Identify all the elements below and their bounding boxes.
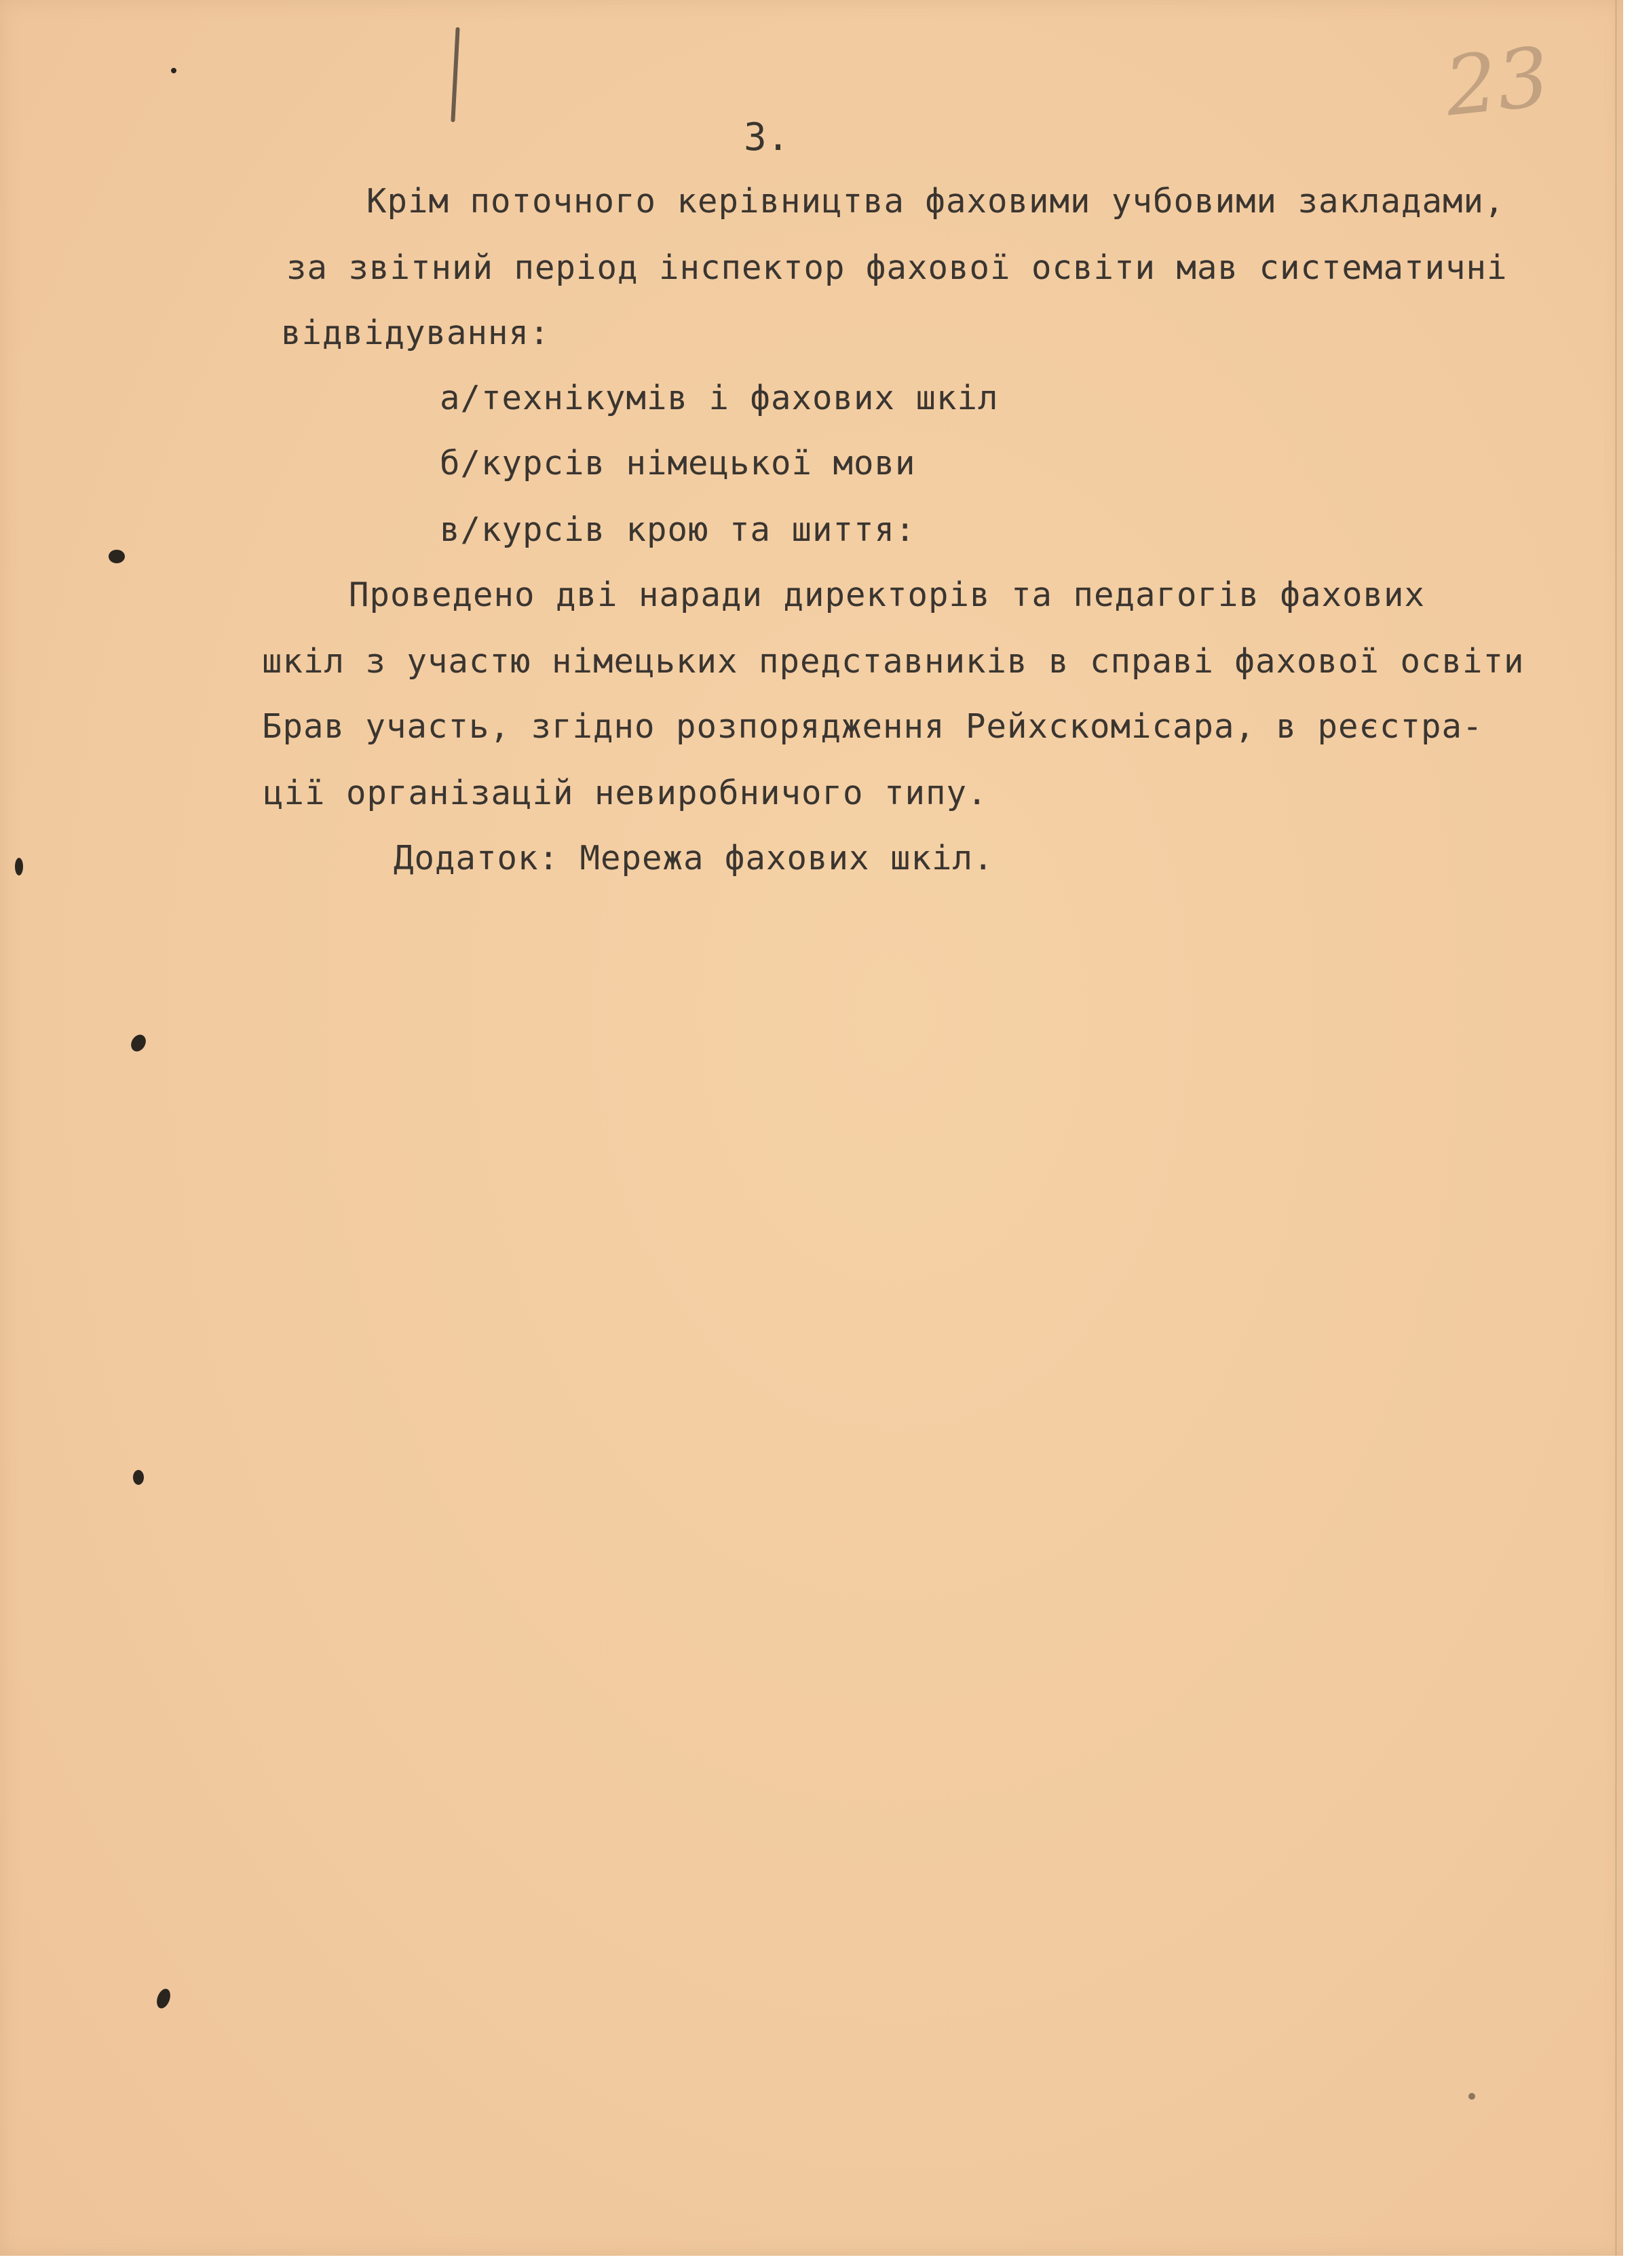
paragraph-2-line-3: Брав участь, згідно розпорядження Рейхскомісара, в реєстра- <box>262 707 1483 746</box>
paragraph-1-line-3: відвідування: <box>281 314 550 352</box>
folio-number: 23 <box>1441 30 1554 135</box>
page-number: 3. <box>744 115 790 159</box>
edge-speck <box>171 68 176 73</box>
list-item-c: в/курсів крою та шиття: <box>440 510 916 549</box>
list-item-b: б/курсів німецької мови <box>440 444 916 483</box>
binding-mark <box>133 1470 144 1485</box>
edge-speck <box>1468 2093 1475 2100</box>
paragraph-2-line-2: шкіл з участю німецьких представників в справі фахової освіти <box>262 642 1525 681</box>
edge-speck <box>15 858 23 875</box>
pencil-mark <box>451 27 459 122</box>
paragraph-2-line-1: Проведено дві наради директорів та педагогів фахових <box>349 575 1426 614</box>
paragraph-1-line-1: Крім поточного керівництва фаховими учбовими закладами, <box>366 182 1505 221</box>
paragraph-2-line-4: ції організацій невиробничого типу. <box>263 774 988 812</box>
page-edge <box>1615 0 1617 2256</box>
binding-mark <box>128 1032 149 1055</box>
appendix-line: Додаток: Мережа фахових шкіл. <box>394 839 994 877</box>
paragraph-1-line-2: за звітний період інспектор фахової освіти мав систематичні <box>286 248 1508 287</box>
binding-mark <box>109 550 125 563</box>
list-item-a: а/технікумів і фахових шкіл <box>440 379 999 417</box>
binding-mark <box>154 1987 172 2010</box>
